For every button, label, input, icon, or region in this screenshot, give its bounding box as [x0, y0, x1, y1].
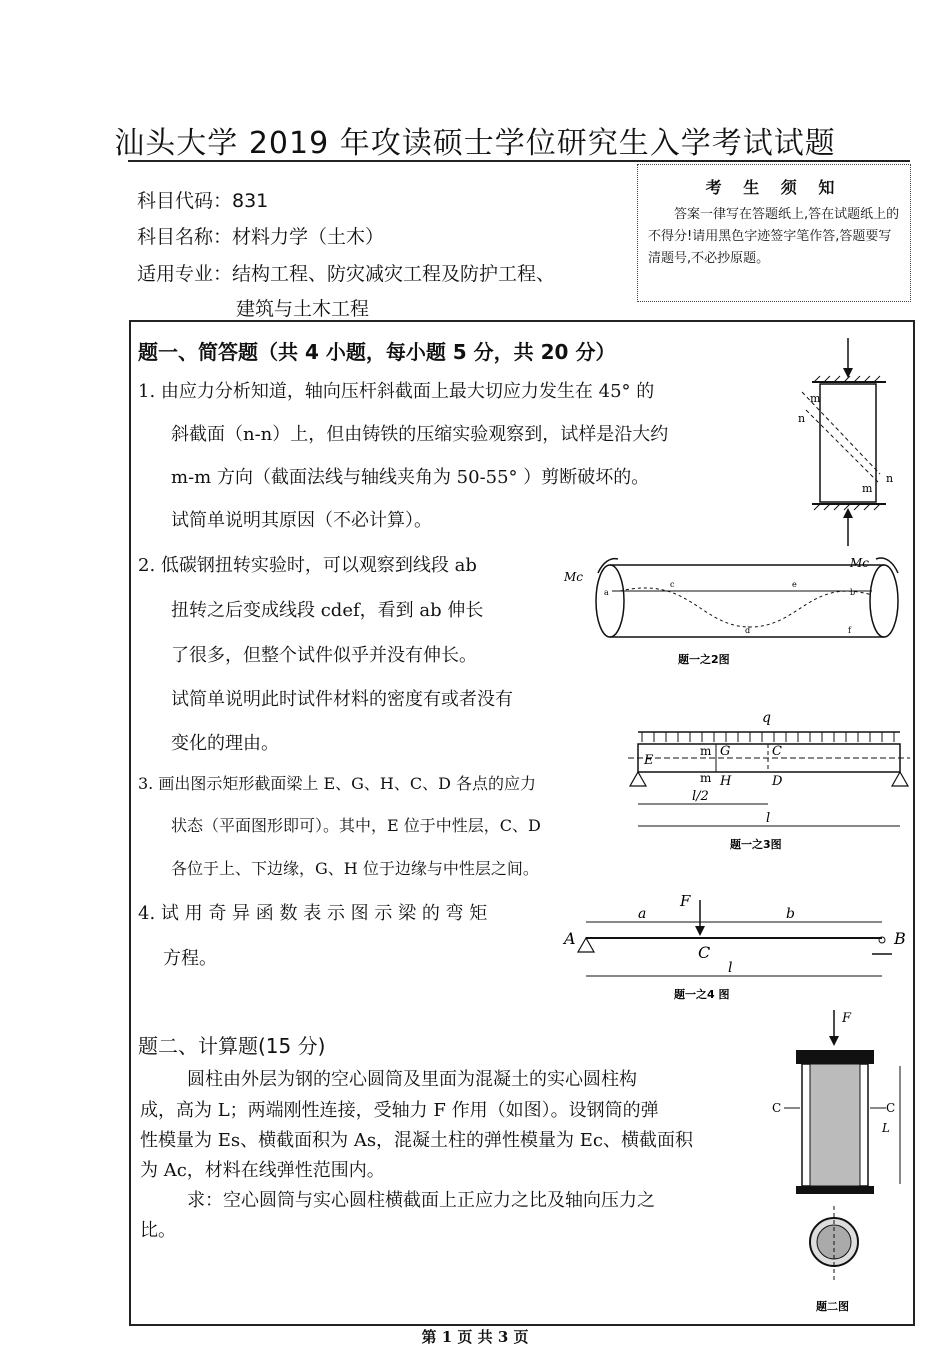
fig5-label-F: F — [842, 1011, 852, 1026]
fig4-label-A: A — [564, 929, 576, 948]
fig3-label-C: C — [772, 744, 782, 759]
q3-line-2: 状态（平面图形即可）。其中，E 位于中性层，C、D — [171, 816, 541, 835]
fig2-label-f: f — [848, 626, 851, 635]
majors-line-2: 建筑与土木工程 — [236, 298, 370, 320]
fig4-caption: 题一之4 图 — [674, 988, 730, 1001]
figure-beam-point-load — [560, 888, 910, 1006]
s2-line-4: 为 Ac，材料在线弹性范围内。 — [140, 1160, 385, 1181]
fig3-label-E: E — [644, 753, 654, 768]
q1-line-1: 1. 由应力分析知道，轴向压杆斜截面上最大切应力发生在 45° 的 — [138, 381, 655, 402]
fig2-label-mc-left: Mc — [564, 570, 584, 584]
fig3-label-q: q — [762, 710, 771, 726]
fig1-label-m-bottom: m — [862, 482, 873, 495]
fig4-label-B: B — [894, 929, 906, 948]
fig3-caption: 题一之3图 — [730, 838, 782, 851]
q3-line-3: 各位于上、下边缘，G、H 位于边缘与中性层之间。 — [171, 859, 539, 878]
q1-line-3: m-m 方向（截面法线与轴线夹角为 50-55° ）剪断破坏的。 — [171, 467, 650, 488]
fig4-label-l: l — [728, 960, 733, 976]
figure-torsion-specimen — [560, 555, 905, 685]
subject-code: 科目代码：831 — [137, 190, 269, 212]
s2-line-2: 成，高为 L；两端刚性连接，受轴力 F 作用（如图）。设钢筒的弹 — [140, 1100, 659, 1121]
section-1-heading: 题一、简答题（共 4 小题，每小题 5 分，共 20 分） — [138, 340, 616, 364]
fig5-label-L: L — [882, 1121, 890, 1135]
figure-compression-specimen — [790, 330, 910, 550]
s2-line-6: 比。 — [140, 1220, 176, 1241]
q4-line-2: 方程。 — [163, 948, 217, 969]
q2-line-1: 2. 低碳钢扭转实验时，可以观察到线段 ab — [138, 555, 477, 576]
fig3-label-D: D — [772, 774, 783, 789]
fig4-label-F: F — [680, 892, 691, 910]
q3-line-1: 3. 画出图示矩形截面梁上 E、G、H、C、D 各点的应力 — [138, 774, 537, 793]
fig5-label-C-right: C — [886, 1101, 896, 1115]
exam-title: 汕头大学 2019 年攻读硕士学位研究生入学考试试题 — [114, 126, 836, 161]
figure-beam-uniform-load — [620, 706, 910, 854]
s2-line-3: 性模量为 Es、横截面积为 As，混凝土柱的弹性模量为 Ec、横截面积 — [140, 1130, 693, 1151]
notice-title: 考 生 须 知 — [705, 178, 843, 197]
fig1-label-m-top: m — [810, 392, 821, 405]
fig3-label-half: l/2 — [692, 789, 709, 804]
s2-line-1: 圆柱由外层为钢的空心圆筒及里面为混凝土的实心圆柱构 — [187, 1069, 637, 1090]
fig2-label-a: a — [604, 588, 609, 597]
notice-body: 答案一律写在答题纸上,答在试题纸上的不得分!请用黑色字迹签字笔作答,答题要写清题号,不必抄原题。 — [648, 207, 900, 266]
fig3-label-l: l — [766, 811, 771, 826]
fig5-caption: 题二图 — [816, 1300, 849, 1313]
q1-line-4: 试简单说明其原因（不必计算）。 — [171, 510, 432, 531]
q4-line-1: 4. 试 用 奇 异 函 数 表 示 图 示 梁 的 弯 矩 — [138, 903, 488, 924]
fig4-label-C: C — [698, 943, 711, 962]
fig3-label-m-bottom: m — [700, 771, 712, 785]
fig2-label-mc-right: Mc — [850, 556, 870, 570]
fig4-label-b: b — [786, 906, 795, 922]
q2-line-3: 了很多，但整个试件似乎并没有伸长。 — [171, 645, 477, 666]
q2-line-4: 试简单说明此时试件材料的密度有或者没有 — [171, 689, 513, 710]
fig1-label-n-right: n — [886, 472, 894, 485]
fig3-label-m-top: m — [700, 744, 712, 758]
fig2-label-e: e — [792, 580, 797, 589]
section-2-heading: 题二、计算题(15 分) — [138, 1034, 326, 1058]
fig1-label-n-left: n — [798, 412, 806, 425]
q2-line-5: 变化的理由。 — [171, 733, 279, 754]
fig2-label-d: d — [745, 626, 751, 635]
subject-name: 科目名称：材料力学（土木） — [137, 226, 385, 248]
figure-composite-column — [770, 1006, 910, 1318]
fig5-label-C-left: C — [772, 1101, 782, 1115]
fig2-caption: 题一之2图 — [678, 653, 730, 666]
fig2-label-c: c — [670, 580, 675, 589]
title-underline — [128, 160, 910, 162]
fig3-label-G: G — [720, 744, 731, 759]
fig4-label-a: a — [638, 906, 647, 922]
fig2-label-b: b — [850, 588, 856, 597]
exam-notice — [637, 164, 911, 302]
s2-line-5: 求：空心圆筒与实心圆柱横截面上正应力之比及轴向压力之 — [187, 1190, 655, 1211]
q2-line-2: 扭转之后变成线段 cdef，看到 ab 伸长 — [171, 600, 484, 621]
page-footer: 第 1 页 共 3 页 — [421, 1328, 529, 1346]
majors-line-1: 适用专业：结构工程、防灾减灾工程及防护工程、 — [137, 263, 556, 285]
q1-line-2: 斜截面（n-n）上，但由铸铁的压缩实验观察到，试样是沿大约 — [171, 424, 669, 445]
fig3-label-H: H — [720, 774, 732, 789]
